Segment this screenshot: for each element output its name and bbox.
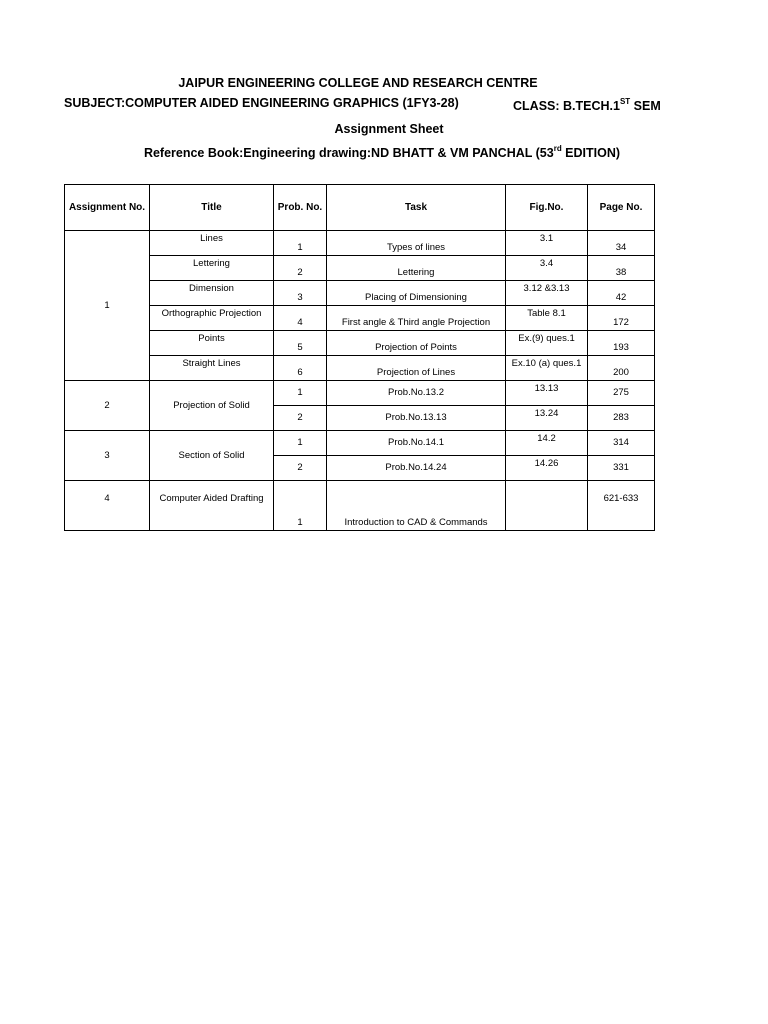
task-cell: Introduction to CAD & Commands xyxy=(327,481,506,531)
col-header-task: Task xyxy=(327,185,506,231)
fig-cell: Ex.(9) ques.1 xyxy=(506,331,588,356)
page-cell: 34 xyxy=(588,231,655,256)
table-row xyxy=(65,256,655,281)
assignment-table xyxy=(64,184,655,531)
page-cell: 621-633 xyxy=(588,481,655,531)
table-row xyxy=(65,381,655,406)
task-cell: First angle & Third angle Projection xyxy=(327,306,506,331)
prob-cell: 2 xyxy=(274,256,327,281)
title-cell: Dimension xyxy=(150,281,274,306)
task-cell: Prob.No.14.24 xyxy=(327,456,506,481)
fig-cell: 14.26 xyxy=(506,456,588,481)
assignment-number: 3 xyxy=(65,431,150,481)
task-cell: Lettering xyxy=(327,256,506,281)
reference-prefix: Reference Book:Engineering drawing:ND BHATT & VM PANCHAL (53 xyxy=(143,146,554,161)
reference-suffix: EDITION) xyxy=(561,146,621,161)
table-header-row xyxy=(65,185,655,231)
fig-cell: 3.12 &3.13 xyxy=(506,281,588,306)
subject-line: SUBJECT:COMPUTER AIDED ENGINEERING GRAPHICS (1FY3-28) xyxy=(64,96,459,110)
prob-cell: 2 xyxy=(274,406,327,431)
college-name: JAIPUR ENGINEERING COLLEGE AND RESEARCH CENTRE xyxy=(178,76,538,90)
table-row xyxy=(65,356,655,381)
title-cell: Orthographic Projection xyxy=(150,306,274,331)
fig-cell: 13.24 xyxy=(506,406,588,431)
class-prefix: CLASS: B.TECH.1 xyxy=(513,99,620,114)
page-cell: 200 xyxy=(588,356,655,381)
task-cell: Types of lines xyxy=(327,231,506,256)
table-row xyxy=(65,331,655,356)
table-row xyxy=(65,231,655,256)
page-cell: 193 xyxy=(588,331,655,356)
assignment-number: 2 xyxy=(65,381,150,431)
prob-cell: 3 xyxy=(274,281,327,306)
fig-cell: Table 8.1 xyxy=(506,306,588,331)
prob-cell: 5 xyxy=(274,331,327,356)
class-superscript: ST xyxy=(619,97,631,106)
col-header-assignment: Assignment No. xyxy=(65,185,150,231)
title-cell: Lettering xyxy=(150,256,274,281)
col-header-page: Page No. xyxy=(588,185,655,231)
title-cell: Section of Solid xyxy=(150,431,274,481)
table-row xyxy=(65,281,655,306)
assignment-number: 1 xyxy=(65,231,150,381)
page-cell: 275 xyxy=(588,381,655,406)
task-cell: Prob.No.14.1 xyxy=(327,431,506,456)
col-header-prob: Prob. No. xyxy=(274,185,327,231)
title-cell: Lines xyxy=(150,231,274,256)
prob-cell: 6 xyxy=(274,356,327,381)
task-cell: Placing of Dimensioning xyxy=(327,281,506,306)
fig-cell: 3.4 xyxy=(506,256,588,281)
title-cell: Points xyxy=(150,331,274,356)
col-header-title: Title xyxy=(150,185,274,231)
fig-cell: 14.2 xyxy=(506,431,588,456)
title-cell: Straight Lines xyxy=(150,356,274,381)
fig-cell: 3.1 xyxy=(506,231,588,256)
prob-cell: 4 xyxy=(274,306,327,331)
page-cell: 331 xyxy=(588,456,655,481)
task-cell: Projection of Lines xyxy=(327,356,506,381)
title-cell: Computer Aided Drafting xyxy=(150,481,274,531)
fig-cell: 13.13 xyxy=(506,381,588,406)
prob-cell: 1 xyxy=(274,431,327,456)
class-suffix: SEM xyxy=(630,99,661,114)
page-cell: 38 xyxy=(588,256,655,281)
class-line xyxy=(513,98,661,113)
page-cell: 172 xyxy=(588,306,655,331)
col-header-fig: Fig.No. xyxy=(506,185,588,231)
prob-cell: 1 xyxy=(274,231,327,256)
task-cell: Projection of Points xyxy=(327,331,506,356)
page-cell: 283 xyxy=(588,406,655,431)
title-cell: Projection of Solid xyxy=(150,381,274,431)
task-cell: Prob.No.13.13 xyxy=(327,406,506,431)
table-row xyxy=(65,431,655,456)
sheet-title: Assignment Sheet xyxy=(334,122,444,136)
fig-cell: Ex.10 (a) ques.1 xyxy=(506,356,588,381)
page-cell: 314 xyxy=(588,431,655,456)
prob-cell: 2 xyxy=(274,456,327,481)
table-row xyxy=(65,306,655,331)
fig-cell xyxy=(506,481,588,531)
prob-cell: 1 xyxy=(274,381,327,406)
assignment-number: 4 xyxy=(65,481,150,531)
page-cell: 42 xyxy=(588,281,655,306)
reference-superscript: rd xyxy=(553,144,562,153)
table-row xyxy=(65,481,655,531)
reference-line xyxy=(0,145,764,160)
prob-cell: 1 xyxy=(274,481,327,531)
task-cell: Prob.No.13.2 xyxy=(327,381,506,406)
